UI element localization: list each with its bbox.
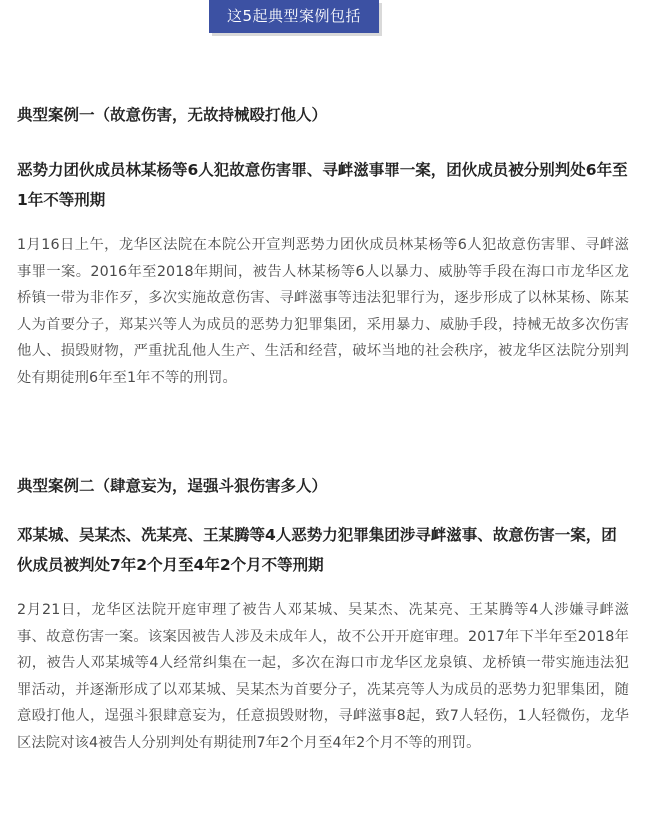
case-1-heading: 典型案例一（故意伤害，无故持械殴打他人） [17, 106, 328, 124]
case-1-body: 1月16日上午，龙华区法院在本院公开宣判恶势力团伙成员林某杨等6人犯故意伤害罪、寻衅滋事罪一案。2016年至2018年期间，被告人林某杨等6人以暴力、威胁等手段在海口市龙华区龙桥镇一带为非作歹，多次实施故意伤害、寻衅滋事等违法犯罪行为，逐步形成了以林某杨、陈某人为首要分子，郑某兴等人为成员的恶势力犯罪集团，采用暴力、威胁手段，持械无故多次伤害他人、损毁财物，严重扰乱他人生产、生活和经营，破坏当地的社会秩序，被龙华区法院分别判处有期徒刑6年至1年不等的刑罚。 [17, 237, 629, 386]
section-banner [209, 0, 385, 38]
banner-title: 这5起典型案例包括 [209, 0, 379, 33]
case-2-body: 2月21日，龙华区法院开庭审理了被告人邓某城、吴某杰、冼某亮、王某腾等4人涉嫌寻衅滋事、故意伤害一案。该案因被告人涉及未成年人，故不公开开庭审理。2017年下半年至2018年初，被告人邓某城等4人经常纠集在一起，多次在海口市龙华区龙泉镇、龙桥镇一带实施违法犯罪活动，并逐渐形成了以邓某城、吴某杰为首要分子，冼某亮等人为成员的恶势力犯罪集团，随意殴打他人，逞强斗狠肆意妄为，任意损毁财物，寻衅滋事8起，致7人轻伤，1人轻微伤，龙华区法院对该4被告人分别判处有期徒刑7年2个月至4年2个月不等的刑罚。 [17, 602, 629, 751]
case-2-subheading: 邓某城、吴某杰、冼某亮、王某腾等4人恶势力犯罪集团涉寻衅滋事、故意伤害一案，团伙成员被判处7年2个月至4年2个月不等刑期 [17, 526, 617, 574]
case-2-heading: 典型案例二（肆意妄为，逞强斗狠伤害多人） [17, 477, 328, 495]
case-1-subheading: 恶势力团伙成员林某杨等6人犯故意伤害罪、寻衅滋事罪一案，团伙成员被分别判处6年至1年不等刑期 [17, 161, 628, 209]
